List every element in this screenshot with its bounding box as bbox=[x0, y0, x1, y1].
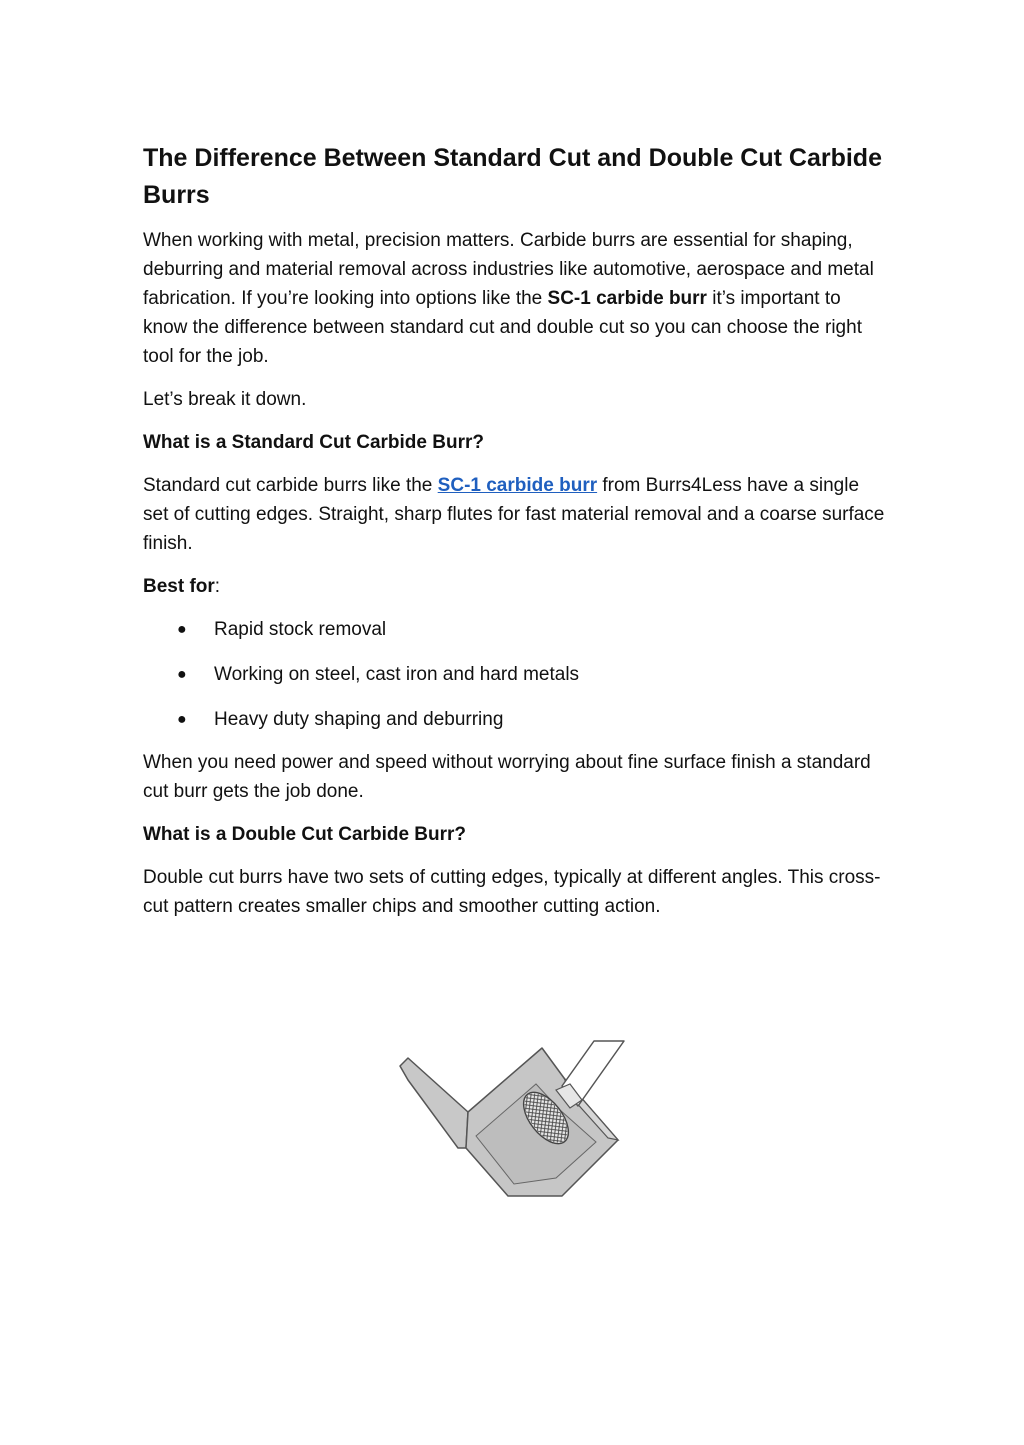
best-for-list bbox=[143, 615, 888, 734]
sc1-carbide-burr-link[interactable]: SC-1 carbide burr bbox=[437, 475, 598, 496]
best-for-colon: : bbox=[214, 576, 221, 597]
standard-cut-text-1: Standard cut carbide burrs like the bbox=[143, 475, 438, 496]
intro-paragraph bbox=[143, 226, 888, 371]
document-page bbox=[143, 140, 888, 935]
intro-text-1: When working with metal, precision matters. Carbide burrs are essential for shaping, deburring and material removal across industries like automotive, aerospace and metal fabrication. If you’re looking into options like the bbox=[143, 230, 874, 309]
list-item bbox=[143, 615, 888, 644]
double-cut-paragraph: Double cut burrs have two sets of cutting edges, typically at different angles. This cross-cut pattern creates smaller chips and smoother cutting action. bbox=[143, 867, 881, 917]
standard-cut-paragraph bbox=[143, 471, 888, 558]
page-title: The Difference Between Standard Cut and Double Cut Carbide Burrs bbox=[143, 144, 882, 209]
carbide-burr-on-workpiece-icon bbox=[396, 1038, 628, 1198]
list-item bbox=[143, 705, 888, 734]
list-item-text: Working on steel, cast iron and hard metals bbox=[214, 664, 580, 685]
list-item-text: Heavy duty shaping and deburring bbox=[214, 709, 504, 730]
carbide-burr-illustration bbox=[396, 1038, 628, 1198]
lead-paragraph: Let’s break it down. bbox=[143, 389, 307, 410]
bullet-icon: ● bbox=[177, 621, 187, 638]
bullet-icon: ● bbox=[177, 666, 187, 683]
bullet-icon: ● bbox=[177, 711, 187, 728]
list-item-text: Rapid stock removal bbox=[214, 619, 387, 640]
intro-text-2: it’s important to know the difference between standard cut and double cut so you can choose the right tool for the job. bbox=[143, 288, 862, 367]
best-for-label: Best for bbox=[143, 576, 215, 597]
best-for-label-line bbox=[143, 572, 888, 601]
list-item bbox=[143, 660, 888, 689]
standard-cut-text-2: from Burrs4Less have a single set of cutting edges. Straight, sharp flutes for fast material removal and a coarse surface finish. bbox=[143, 475, 885, 554]
standard-cut-summary: When you need power and speed without worrying about fine surface finish a standard cut burr gets the job done. bbox=[143, 752, 871, 802]
double-cut-heading: What is a Double Cut Carbide Burr? bbox=[143, 824, 467, 845]
standard-cut-heading: What is a Standard Cut Carbide Burr? bbox=[143, 432, 484, 453]
intro-bold-product: SC-1 carbide burr bbox=[547, 288, 707, 309]
